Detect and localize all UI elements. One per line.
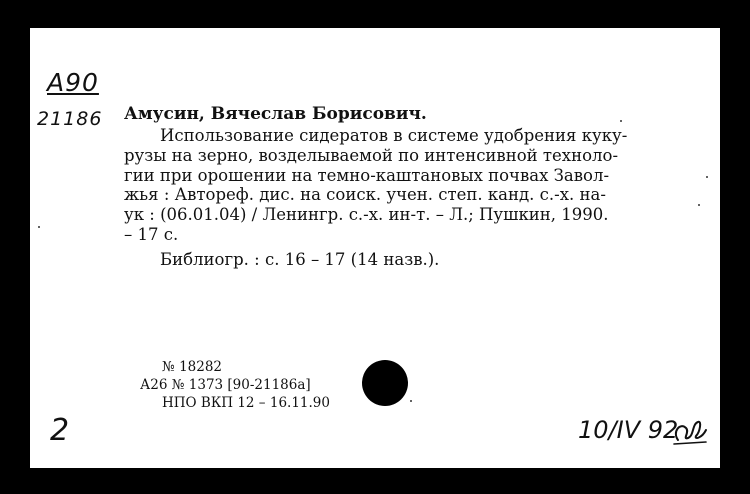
scan-speck xyxy=(706,176,708,178)
date-handwritten: 10/IV 92 xyxy=(578,416,679,444)
shelfmark-handwritten: A90 xyxy=(47,68,99,97)
copies-count-handwritten: 2 xyxy=(50,413,70,448)
card-number: № 18282 xyxy=(162,359,223,375)
description-line: жья : Автореф. дис. на соиск. учен. степ. канд. с.-х. на- xyxy=(124,185,606,205)
description-line: гии при орошении на темно-каштановых почвах Завол- xyxy=(124,165,610,185)
printer-info: НПО ВКП 12 – 16.11.90 xyxy=(162,395,330,411)
description-body xyxy=(124,126,704,245)
signature-icon xyxy=(670,410,710,450)
bibliography-note: Библиогр. : с. 16 – 17 (14 назв.). xyxy=(160,250,440,269)
scan-speck xyxy=(410,400,412,402)
description-line: Использование сидератов в системе удобрения куку- xyxy=(160,126,628,145)
card-punch-hole xyxy=(362,360,408,406)
description-line: – 17 с. xyxy=(124,224,179,244)
description-line: рузы на зерно, возделываемой по интенсивной техноло- xyxy=(124,145,619,165)
scan-speck xyxy=(38,226,40,228)
scan-speck xyxy=(698,204,700,206)
order-number: А26 № 1373 [90-21186а] xyxy=(140,377,311,393)
author-heading: Амусин, Вячеслав Борисович. xyxy=(124,104,427,124)
description-line: ук : (06.01.04) / Ленингр. с.-х. ин-т. – Л.; Пушкин, 1990. xyxy=(124,205,609,225)
catalog-card xyxy=(30,28,720,468)
scan-speck xyxy=(620,120,622,122)
inventory-number-handwritten: 21186 xyxy=(37,108,103,130)
card-print-metadata xyxy=(140,358,330,412)
